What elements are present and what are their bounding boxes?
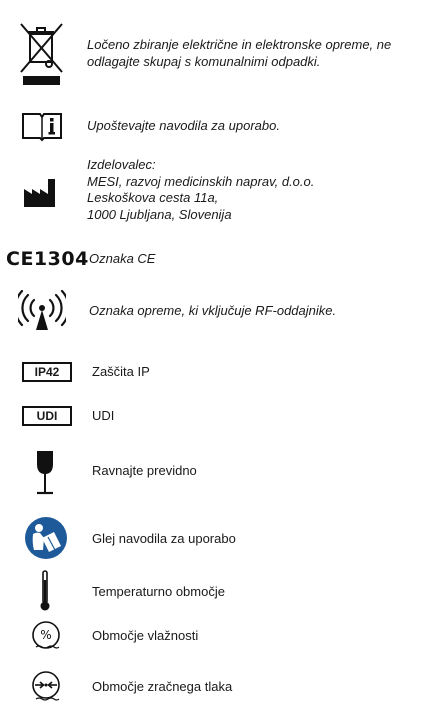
humidity-icon	[29, 619, 63, 653]
symbol-text: Izdelovalec:	[87, 157, 156, 172]
symbol-text: MESI, razvoj medicinskih naprav, d.o.o.	[87, 173, 315, 189]
symbol-text: Ravnajte previdno	[92, 463, 197, 478]
ip-rating-container	[22, 361, 72, 383]
symbol-row-pressure	[0, 668, 445, 704]
rf-transmitter-icon	[18, 290, 66, 334]
symbol-text: Območje vlažnosti	[92, 628, 199, 643]
udi-container	[22, 405, 72, 427]
instructions-book-icon	[20, 110, 64, 142]
ip-rating-box: IP42	[22, 362, 72, 382]
symbol-row-manual	[0, 516, 445, 560]
symbol-text: Oznaka opreme, ki vključuje RF-oddajnike.	[89, 303, 337, 318]
symbol-row-humidity	[0, 619, 445, 653]
symbol-text: Upoštevajte navodila za uporabo.	[87, 118, 280, 133]
read-manual-icon	[24, 516, 68, 560]
pressure-icon	[29, 668, 63, 704]
symbol-text: Oznaka CE	[89, 251, 156, 266]
fragile-glass-icon	[30, 450, 60, 496]
ce-mark: CE1304	[6, 248, 89, 270]
symbol-row-ip	[0, 361, 445, 383]
symbol-row-rf	[0, 290, 445, 334]
udi-box: UDI	[22, 406, 72, 426]
manufacturer-factory-icon	[22, 177, 62, 209]
symbol-text: Glej navodila za uporabo	[92, 531, 236, 546]
ce-mark-container	[6, 246, 89, 272]
humidity-percent-glyph: %	[40, 628, 52, 642]
crossed-out-bin-icon	[16, 22, 68, 88]
symbol-text: odlagajte skupaj s komunalnimi odpadki.	[87, 53, 321, 69]
symbol-text: Temperaturno območje	[92, 584, 225, 599]
symbol-row-weee	[0, 22, 445, 88]
symbol-text: UDI	[92, 408, 115, 423]
symbol-text: Območje zračnega tlaka	[92, 679, 233, 694]
symbol-text: 1000 Ljubljana, Slovenija	[87, 206, 232, 222]
symbol-row-ce	[0, 246, 445, 272]
symbol-text: Zaščita IP	[92, 364, 150, 379]
symbol-text: Leskoškova cesta 11a,	[87, 190, 219, 205]
symbol-row-manufacturer	[0, 157, 445, 227]
symbol-row-temperature	[0, 570, 445, 612]
symbol-row-udi	[0, 405, 445, 427]
symbol-text: Ločeno zbiranje električne in elektronske opreme, ne	[87, 37, 392, 52]
thermometer-icon	[34, 570, 56, 612]
symbol-row-fragile	[0, 450, 445, 496]
symbol-row-instructions	[0, 108, 445, 144]
